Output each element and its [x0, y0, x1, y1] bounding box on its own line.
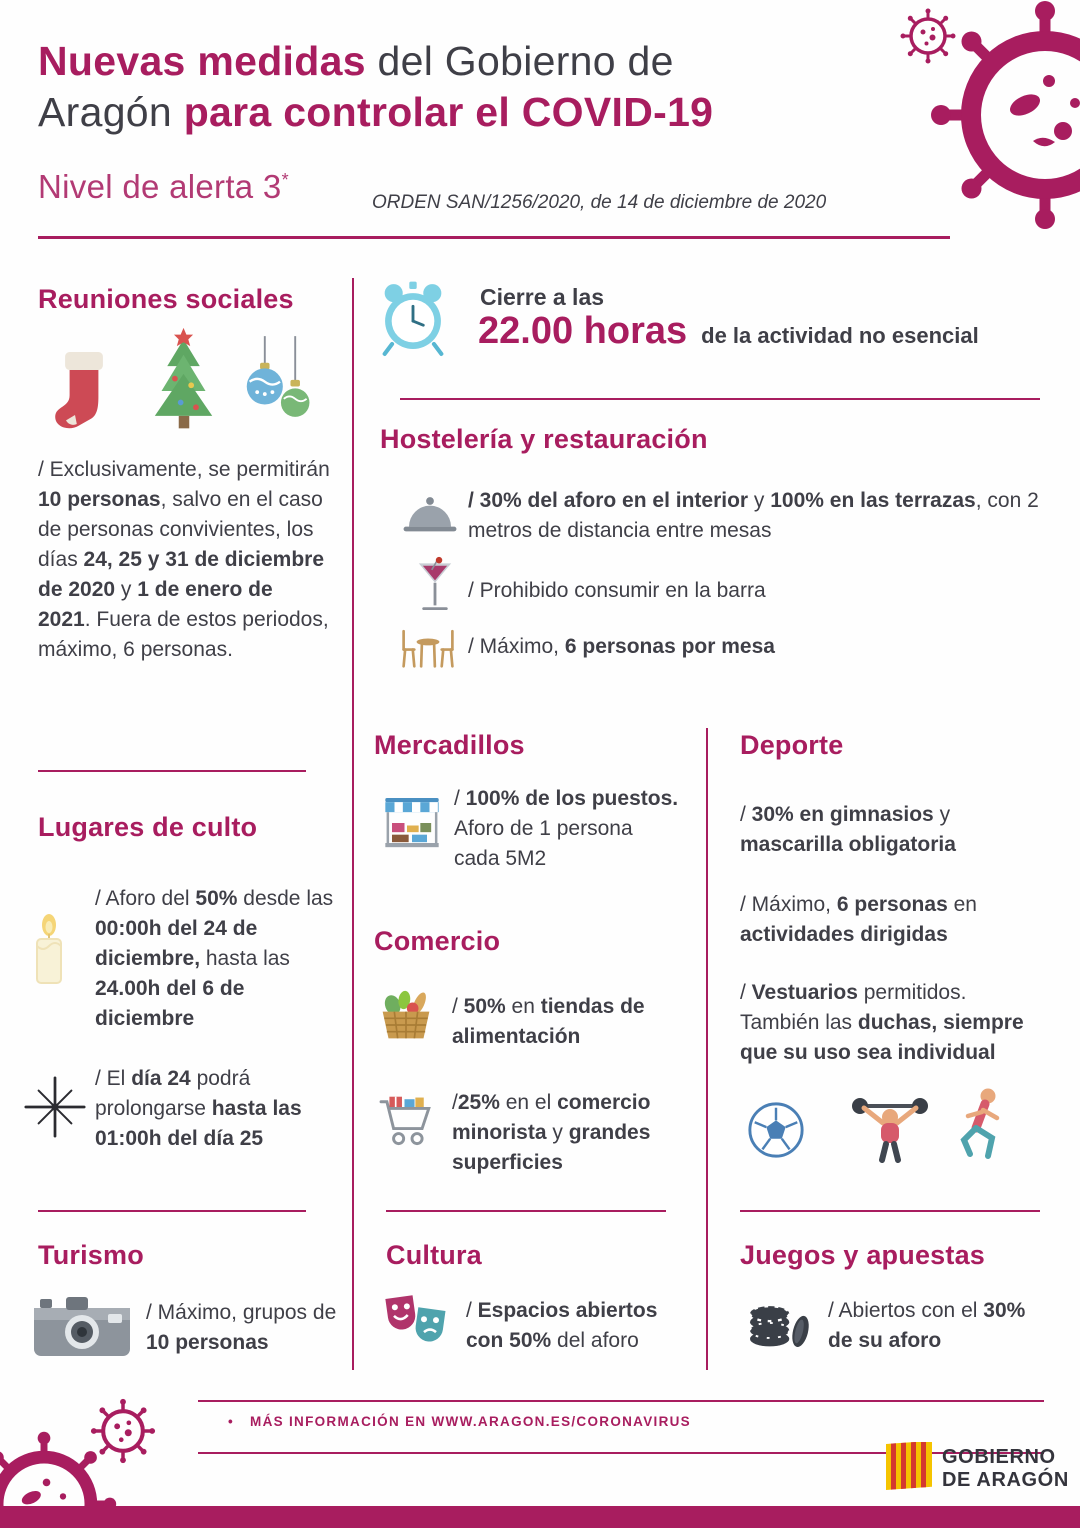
- divider: [740, 1210, 1040, 1212]
- footer-bullet: •: [228, 1414, 235, 1429]
- alert-level: [38, 168, 289, 206]
- title-line-2: [38, 87, 713, 138]
- section-title-commerce: Comercio: [374, 926, 501, 956]
- candle-icon: [22, 912, 76, 988]
- title-line-1: [38, 36, 713, 87]
- baubles-icon: [242, 336, 318, 436]
- closure-time-row: [478, 310, 979, 353]
- alert-note-mark: *: [281, 170, 289, 190]
- christmas-tree-icon: [138, 326, 230, 436]
- camera-icon: [32, 1292, 132, 1360]
- title-accent-2: para controlar el COVID-19: [183, 89, 714, 135]
- stocking-icon: [48, 342, 120, 434]
- alert-level-text: Nivel de alerta 3: [38, 168, 282, 205]
- divider: [400, 398, 1040, 400]
- footer-info-url: WWW.ARAGON.ES/CORONAVIRUS: [431, 1414, 691, 1429]
- logo-line-1: GOBIERNO: [942, 1446, 1056, 1468]
- section-title-worship: Lugares de culto: [38, 812, 258, 842]
- markets-rule-text: / 100% de los puestos. Aforo de 1 persona cada 5M2: [454, 787, 679, 870]
- shopping-cart-icon: [376, 1086, 438, 1156]
- closure-time: 22.00 horas: [478, 310, 688, 352]
- section-title-social: Reuniones sociales: [38, 284, 294, 314]
- hospitality-rule-3: / Máximo, 6 personas por mesa: [468, 635, 775, 658]
- cocktail-icon: [414, 554, 456, 618]
- section-title-sports: Deporte: [740, 730, 844, 760]
- market-stall-icon: [382, 792, 442, 854]
- soccer-ball-icon: [746, 1100, 806, 1160]
- section-title-tourism: Turismo: [38, 1240, 144, 1270]
- closure-suffix: de la actividad no esencial: [701, 323, 979, 348]
- footer-info: [228, 1414, 691, 1429]
- government-logo-text: [942, 1446, 1069, 1492]
- aragon-flag-icon: [886, 1442, 932, 1494]
- gambling-rule-text: / Abiertos con el 30% de su aforo: [828, 1299, 1026, 1352]
- header-divider: [38, 236, 950, 239]
- section-title-culture: Cultura: [386, 1240, 482, 1270]
- divider: [38, 770, 306, 772]
- social-rule-text: / Exclusivamente, se permitirán 10 personas, salvo en el caso de personas convivientes, los días 24, 25 y 31 de diciembre de 2020 y 1 de enero de 2021. Fuera de estos periodos, máximo, 6 personas.: [38, 458, 330, 661]
- footer-divider-top: [198, 1400, 1044, 1402]
- title-accent-1: Nuevas medidas: [38, 38, 366, 84]
- title-dark-2: Aragón: [38, 89, 184, 135]
- worship-rule-2: / El día 24 podrá prolongarse hasta las 01:00h del día 25: [95, 1067, 302, 1150]
- section-title-markets: Mercadillos: [374, 730, 525, 760]
- order-reference: ORDEN SAN/1256/2020, de 14 de diciembre de 2020: [372, 192, 827, 213]
- closure-intro: Cierre a las: [480, 284, 605, 310]
- column-divider-right: [706, 728, 708, 1370]
- tourism-rule-text: / Máximo, grupos de 10 personas: [146, 1301, 337, 1354]
- star-sparkle-icon: [24, 1076, 86, 1138]
- theater-masks-icon: [382, 1292, 454, 1350]
- page-title: [38, 36, 713, 138]
- commerce-rule-1: / 50% en tiendas de alimentación: [452, 995, 645, 1048]
- sports-rule-3: / Vestuarios permitidos. También las duchas, siempre que su uso sea individual: [740, 981, 1024, 1064]
- section-title-gambling: Juegos y apuestas: [740, 1240, 986, 1270]
- section-title-hospitality: Hostelería y restauración: [380, 424, 708, 454]
- bottom-accent-bar: [0, 1506, 1080, 1528]
- commerce-rule-2: /25% en el comercio minorista y grandes superficies: [452, 1091, 651, 1174]
- culture-rule-text: / Espacios abiertos con 50% del aforo: [466, 1299, 658, 1352]
- column-divider-left: [352, 278, 354, 1370]
- footer-info-prefix: MÁS INFORMACIÓN EN: [250, 1414, 432, 1429]
- worship-rule-1: / Aforo del 50% desde las 00:00h del 24 de diciembre, hasta las 24.00h del 6 de diciembre: [95, 887, 334, 1030]
- table-chairs-icon: [396, 626, 460, 670]
- weightlifter-icon: [848, 1090, 932, 1164]
- cloche-icon: [402, 492, 458, 538]
- divider: [38, 1210, 306, 1212]
- sports-rule-1: / 30% en gimnasios y mascarilla obligatoria: [740, 803, 956, 856]
- title-rest-1: del Gobierno de: [365, 38, 674, 84]
- alarm-clock-icon: [374, 278, 452, 360]
- sports-rule-2: / Máximo, 6 personas en actividades dirigidas: [740, 893, 977, 946]
- poker-chips-icon: [744, 1294, 814, 1352]
- runner-icon: [948, 1086, 1012, 1166]
- food-basket-icon: [376, 986, 436, 1044]
- hospitality-rule-2: / Prohibido consumir en la barra: [468, 579, 766, 602]
- hospitality-rule-1: / 30% del aforo en el interior y 100% en las terrazas, con 2 metros de distancia entre mesas: [468, 489, 1039, 542]
- divider: [386, 1210, 666, 1212]
- coronavirus-small-icon: [898, 6, 958, 66]
- logo-line-2: DE ARAGÓN: [942, 1469, 1069, 1491]
